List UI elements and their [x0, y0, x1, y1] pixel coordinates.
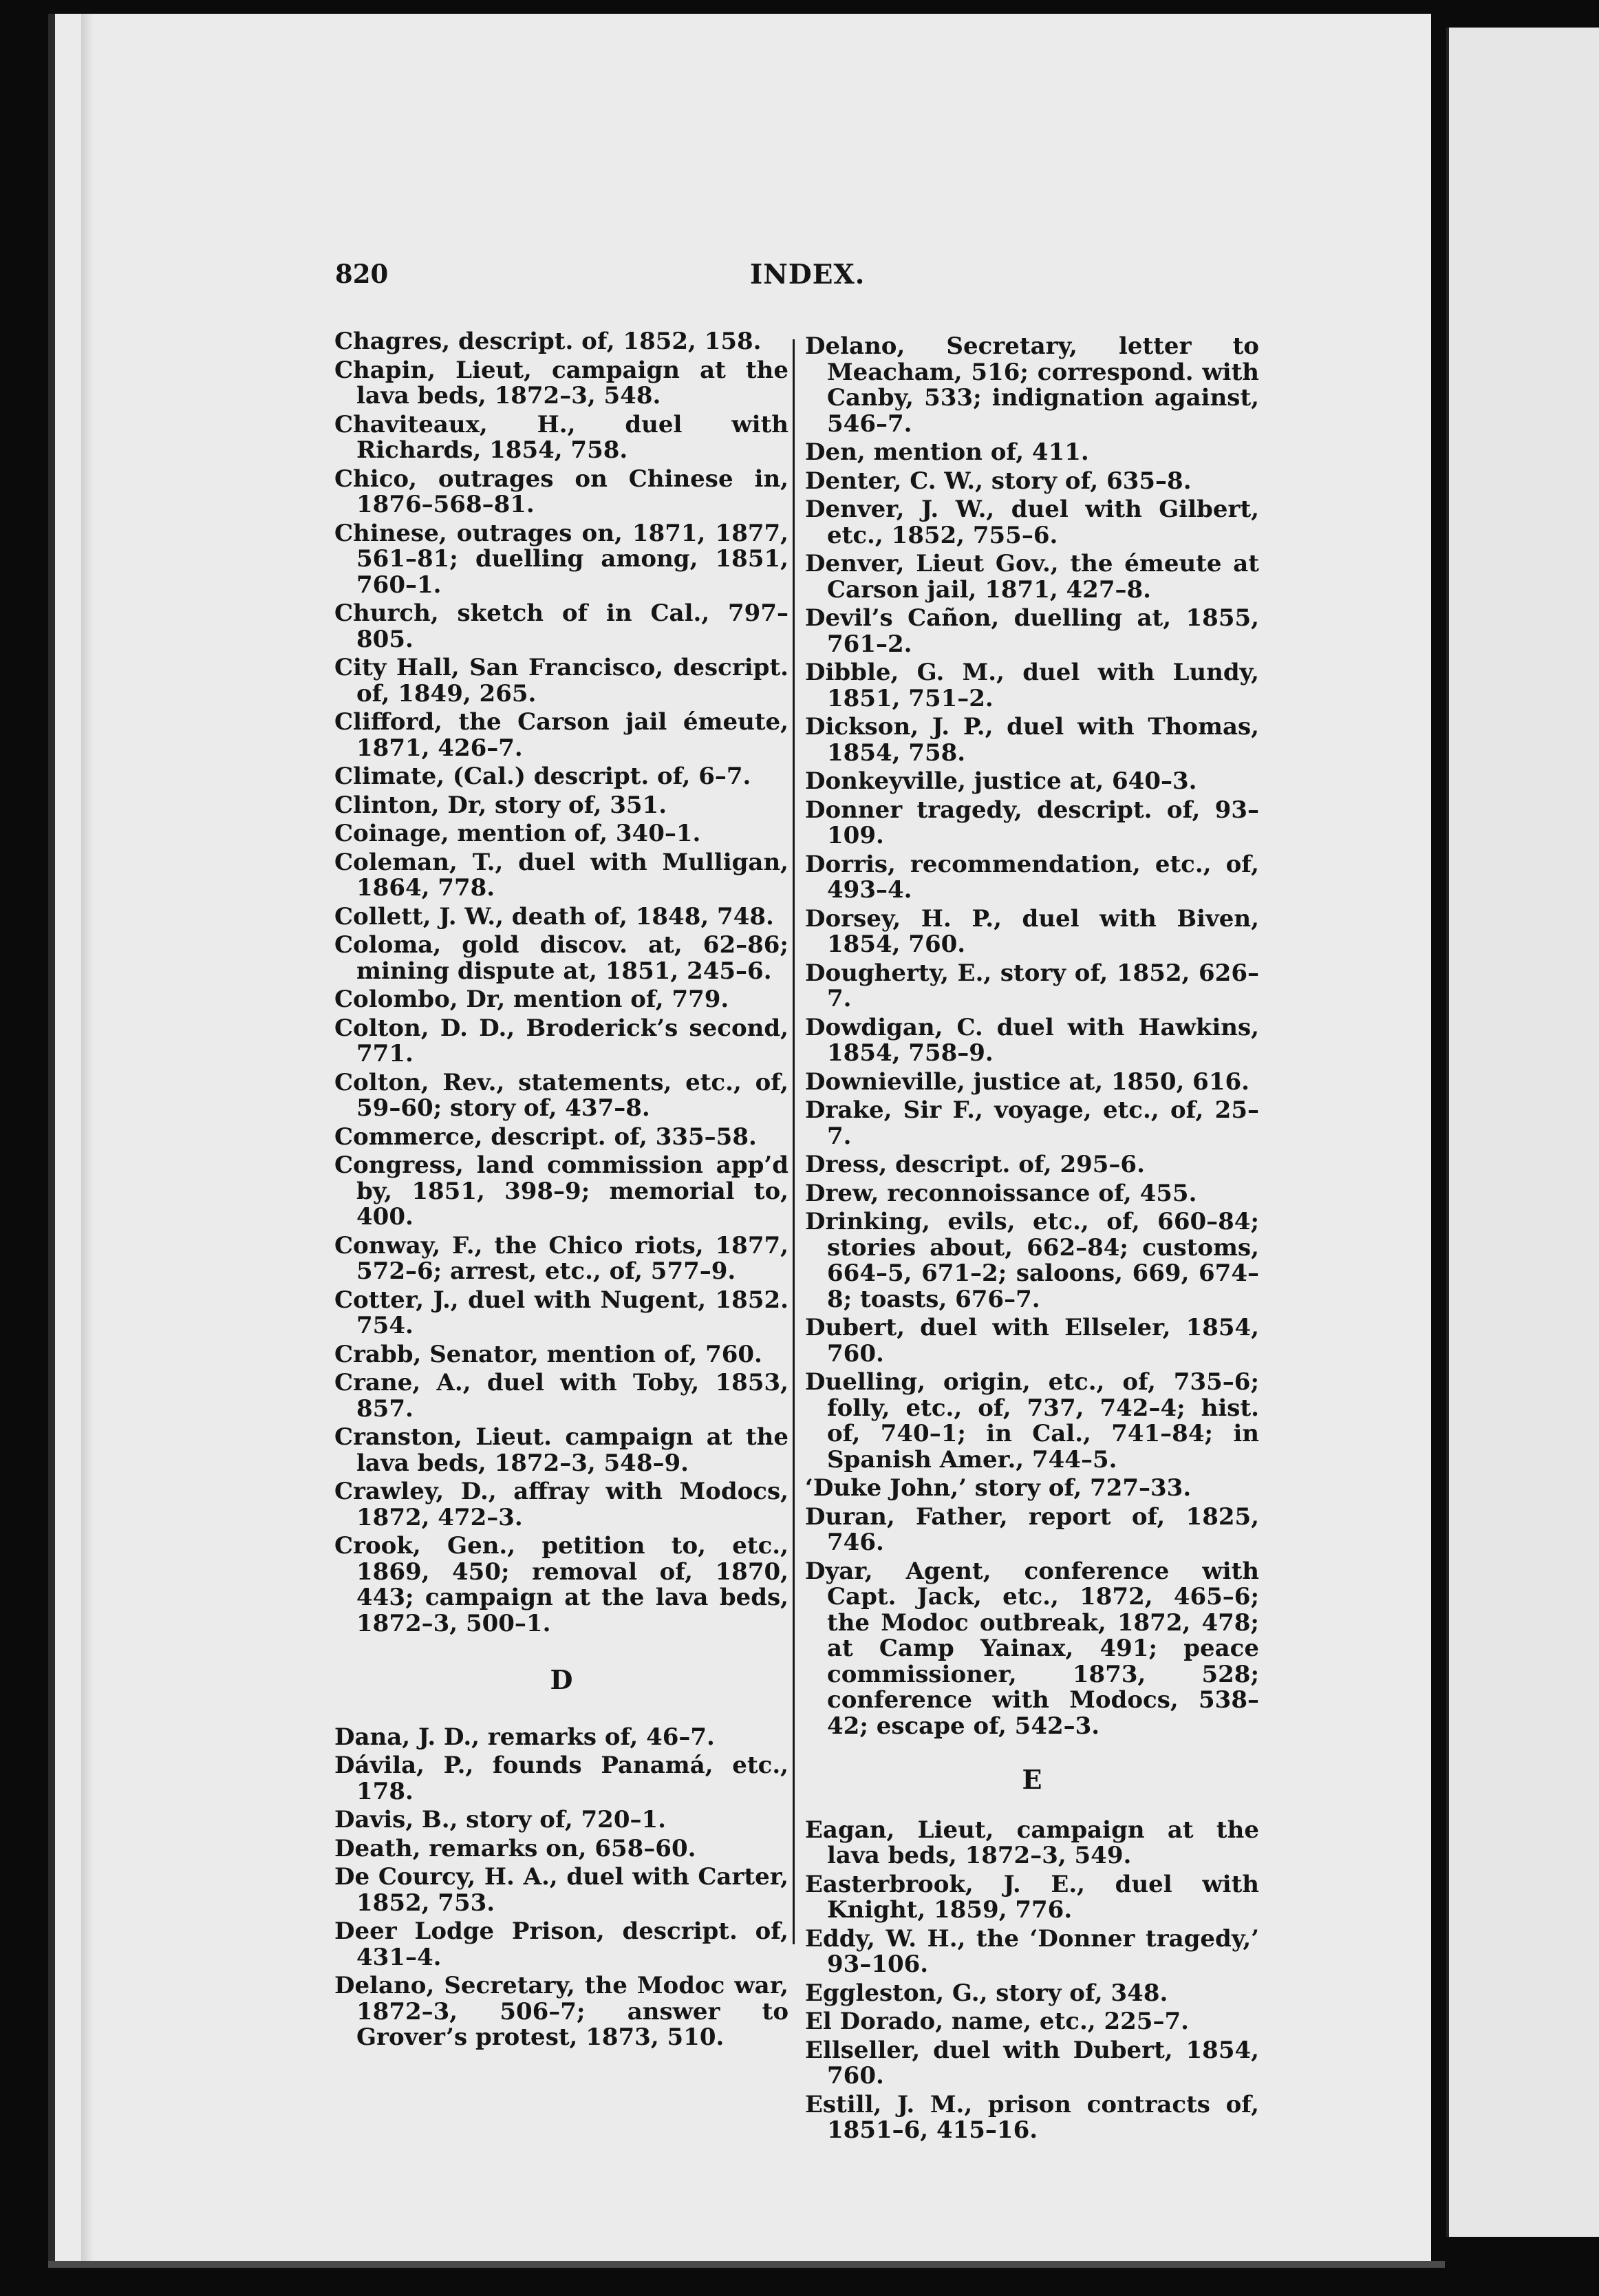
section-letter-d: D	[550, 1664, 573, 1695]
index-entry: City Hall, San Francisco, descript. of, 1849, 265.	[334, 654, 788, 708]
index-entry: Donkeyville, justice at, 640–3.	[805, 767, 1197, 795]
index-entry: Crabb, Senator, mention of, 760.	[334, 1340, 762, 1368]
index-entry: Denter, C. W., story of, 635–8.	[805, 467, 1192, 495]
index-entry: Devil’s Cañon, duelling at, 1855, 761–2.	[805, 604, 1259, 658]
right-entries-top	[805, 334, 1259, 1739]
index-entry: Dickson, J. P., duel with Thomas, 1854, 758.	[805, 713, 1259, 767]
index-entry: Colton, D. D., Broderick’s second, 771.	[334, 1014, 788, 1067]
index-entry: Chaviteaux, H., duel with Richards, 1854, 758.	[334, 410, 788, 464]
index-entry: Dougherty, E., story of, 1852, 626–7.	[805, 959, 1259, 1012]
index-entry: Dibble, G. M., duel with Lundy, 1851, 751–2.	[805, 659, 1259, 712]
index-entry: Chico, outrages on Chinese in, 1876–568–81.	[334, 465, 788, 518]
index-entry: Cotter, J., duel with Nugent, 1852. 754.	[334, 1286, 788, 1339]
index-entry: Easterbrook, J. E., duel with Knight, 1859, 776.	[805, 1870, 1259, 1924]
index-entry: Denver, Lieut Gov., the émeute at Carson jail, 1871, 427–8.	[805, 550, 1259, 604]
index-entry: Congress, land commission app’d by, 1851, 398–9; memorial to, 400.	[334, 1151, 788, 1231]
index-entry: Ellseller, duel with Dubert, 1854, 760.	[805, 2036, 1259, 2090]
index-entry: Dress, descript. of, 295–6.	[805, 1151, 1145, 1178]
index-entry: Delano, Secretary, letter to Meacham, 516; correspond. with Canby, 533; indignation against, 546–7.	[805, 332, 1259, 438]
index-entry: Eagan, Lieut, campaign at the lava beds, 1872–3, 549.	[805, 1816, 1259, 1869]
index-entry: Chapin, Lieut, campaign at the lava beds, 1872–3, 548.	[334, 356, 788, 410]
index-entry: Chinese, outrages on, 1871, 1877, 561–81; duelling among, 1851, 760–1.	[334, 519, 788, 599]
column-divider	[793, 339, 795, 1944]
index-entry: Denver, J. W., duel with Gilbert, etc., 1852, 755–6.	[805, 496, 1259, 549]
index-entry: Colton, Rev., statements, etc., of, 59–60; story of, 437–8.	[334, 1068, 788, 1122]
index-entry: Estill, J. M., prison contracts of, 1851–6, 415–16.	[805, 2090, 1259, 2144]
index-entry: Dávila, P., founds Panamá, etc., 178.	[334, 1752, 788, 1805]
right-entries-bottom	[805, 1818, 1259, 2144]
index-entry: Dorris, recommendation, etc., of, 493–4.	[805, 850, 1259, 904]
index-entry: Dana, J. D., remarks of, 46–7.	[334, 1723, 715, 1751]
running-head: INDEX.	[750, 259, 866, 290]
left-entries-bottom	[334, 1725, 788, 2051]
left-entries-top	[334, 329, 788, 1637]
index-entry: Duran, Father, report of, 1825, 746.	[805, 1502, 1259, 1556]
index-entry: Dowdigan, C. duel with Hawkins, 1854, 758–9.	[805, 1013, 1259, 1067]
index-entry: Church, sketch of in Cal., 797–805.	[334, 599, 788, 653]
left-column	[334, 329, 788, 2054]
section-letter-e: E	[1022, 1764, 1042, 1795]
index-entry: Crook, Gen., petition to, etc., 1869, 450; removal of, 1870, 443; campaign at the lava beds, 1872–3, 500–1.	[334, 1532, 788, 1637]
index-entry: Drake, Sir F., voyage, etc., of, 25–7.	[805, 1096, 1259, 1150]
index-entry: Climate, (Cal.) descript. of, 6–7.	[334, 763, 751, 790]
index-entry: Colombo, Dr, mention of, 779.	[334, 986, 729, 1013]
index-entry: Drew, reconnoissance of, 455.	[805, 1179, 1197, 1207]
index-entry: Eddy, W. H., the ‘Donner tragedy,’ 93–106.	[805, 1924, 1259, 1978]
index-entry: Crane, A., duel with Toby, 1853, 857.	[334, 1369, 788, 1423]
page-bottom-edge	[48, 2261, 1445, 2268]
right-column	[805, 334, 1259, 2147]
index-entry: Duelling, origin, etc., of, 735–6; folly, etc., of, 737, 742–4; hist. of, 740–1; in Cal., 741–84; in Spanish Amer., 744–5.	[805, 1368, 1259, 1474]
index-entry: Donner tragedy, descript. of, 93–109.	[805, 796, 1259, 849]
index-entry: Cranston, Lieut. campaign at the lava beds, 1872–3, 548–9.	[334, 1423, 788, 1477]
index-entry: Drinking, evils, etc., of, 660–84; stories about, 662–84; customs, 664–5, 671–2; saloons, 669, 674–8; toasts, 676–7.	[805, 1208, 1259, 1313]
index-entry: Den, mention of, 411.	[805, 438, 1089, 466]
index-entry: Clinton, Dr, story of, 351.	[334, 791, 667, 819]
index-entry: Dorsey, H. P., duel with Biven, 1854, 760.	[805, 904, 1259, 958]
index-entry: Conway, F., the Chico riots, 1877, 572–6; arrest, etc., of, 577–9.	[334, 1231, 788, 1285]
index-entry: Dubert, duel with Ellseler, 1854, 760.	[805, 1314, 1259, 1368]
facing-page-edge	[1446, 28, 1599, 2237]
index-entry: Chagres, descript. of, 1852, 158.	[334, 328, 762, 355]
page-number: 820	[335, 259, 389, 289]
index-entry: Downieville, justice at, 1850, 616.	[805, 1067, 1249, 1096]
index-entry: ‘Duke John,’ story of, 727–33.	[805, 1474, 1192, 1502]
page-gutter-shadow	[81, 14, 94, 2264]
index-entry: Dyar, Agent, conference with Capt. Jack, etc., 1872, 465–6; the Modoc outbreak, 1872, 478; at Camp Yainax, 491; peace commissioner, 1873, 528; conference with Modocs, 538–42; escape of, 542–3.	[805, 1557, 1259, 1740]
index-entry: El Dorado, name, etc., 225–7.	[805, 2008, 1189, 2035]
index-entry: Deer Lodge Prison, descript. of, 431–4.	[334, 1917, 788, 1971]
index-entry: De Courcy, H. A., duel with Carter, 1852, 753.	[334, 1863, 788, 1917]
index-entry: Davis, B., story of, 720–1.	[334, 1806, 666, 1833]
index-entry: Crawley, D., affray with Modocs, 1872, 472–3.	[334, 1478, 788, 1531]
index-entry: Coloma, gold discov. at, 62–86; mining dispute at, 1851, 245–6.	[334, 931, 788, 985]
index-entry: Coleman, T., duel with Mulligan, 1864, 778.	[334, 848, 788, 902]
index-entry: Coinage, mention of, 340–1.	[334, 820, 701, 847]
index-entry: Delano, Secretary, the Modoc war, 1872–3, 506–7; answer to Grover’s protest, 1873, 510.	[334, 1972, 788, 2051]
index-entry: Death, remarks on, 658–60.	[334, 1834, 696, 1862]
index-entry: Eggleston, G., story of, 348.	[805, 1979, 1168, 2007]
index-entry: Clifford, the Carson jail émeute, 1871, 426–7.	[334, 708, 788, 762]
index-entry: Collett, J. W., death of, 1848, 748.	[334, 902, 774, 931]
index-entry: Commerce, descript. of, 335–58.	[334, 1123, 757, 1151]
